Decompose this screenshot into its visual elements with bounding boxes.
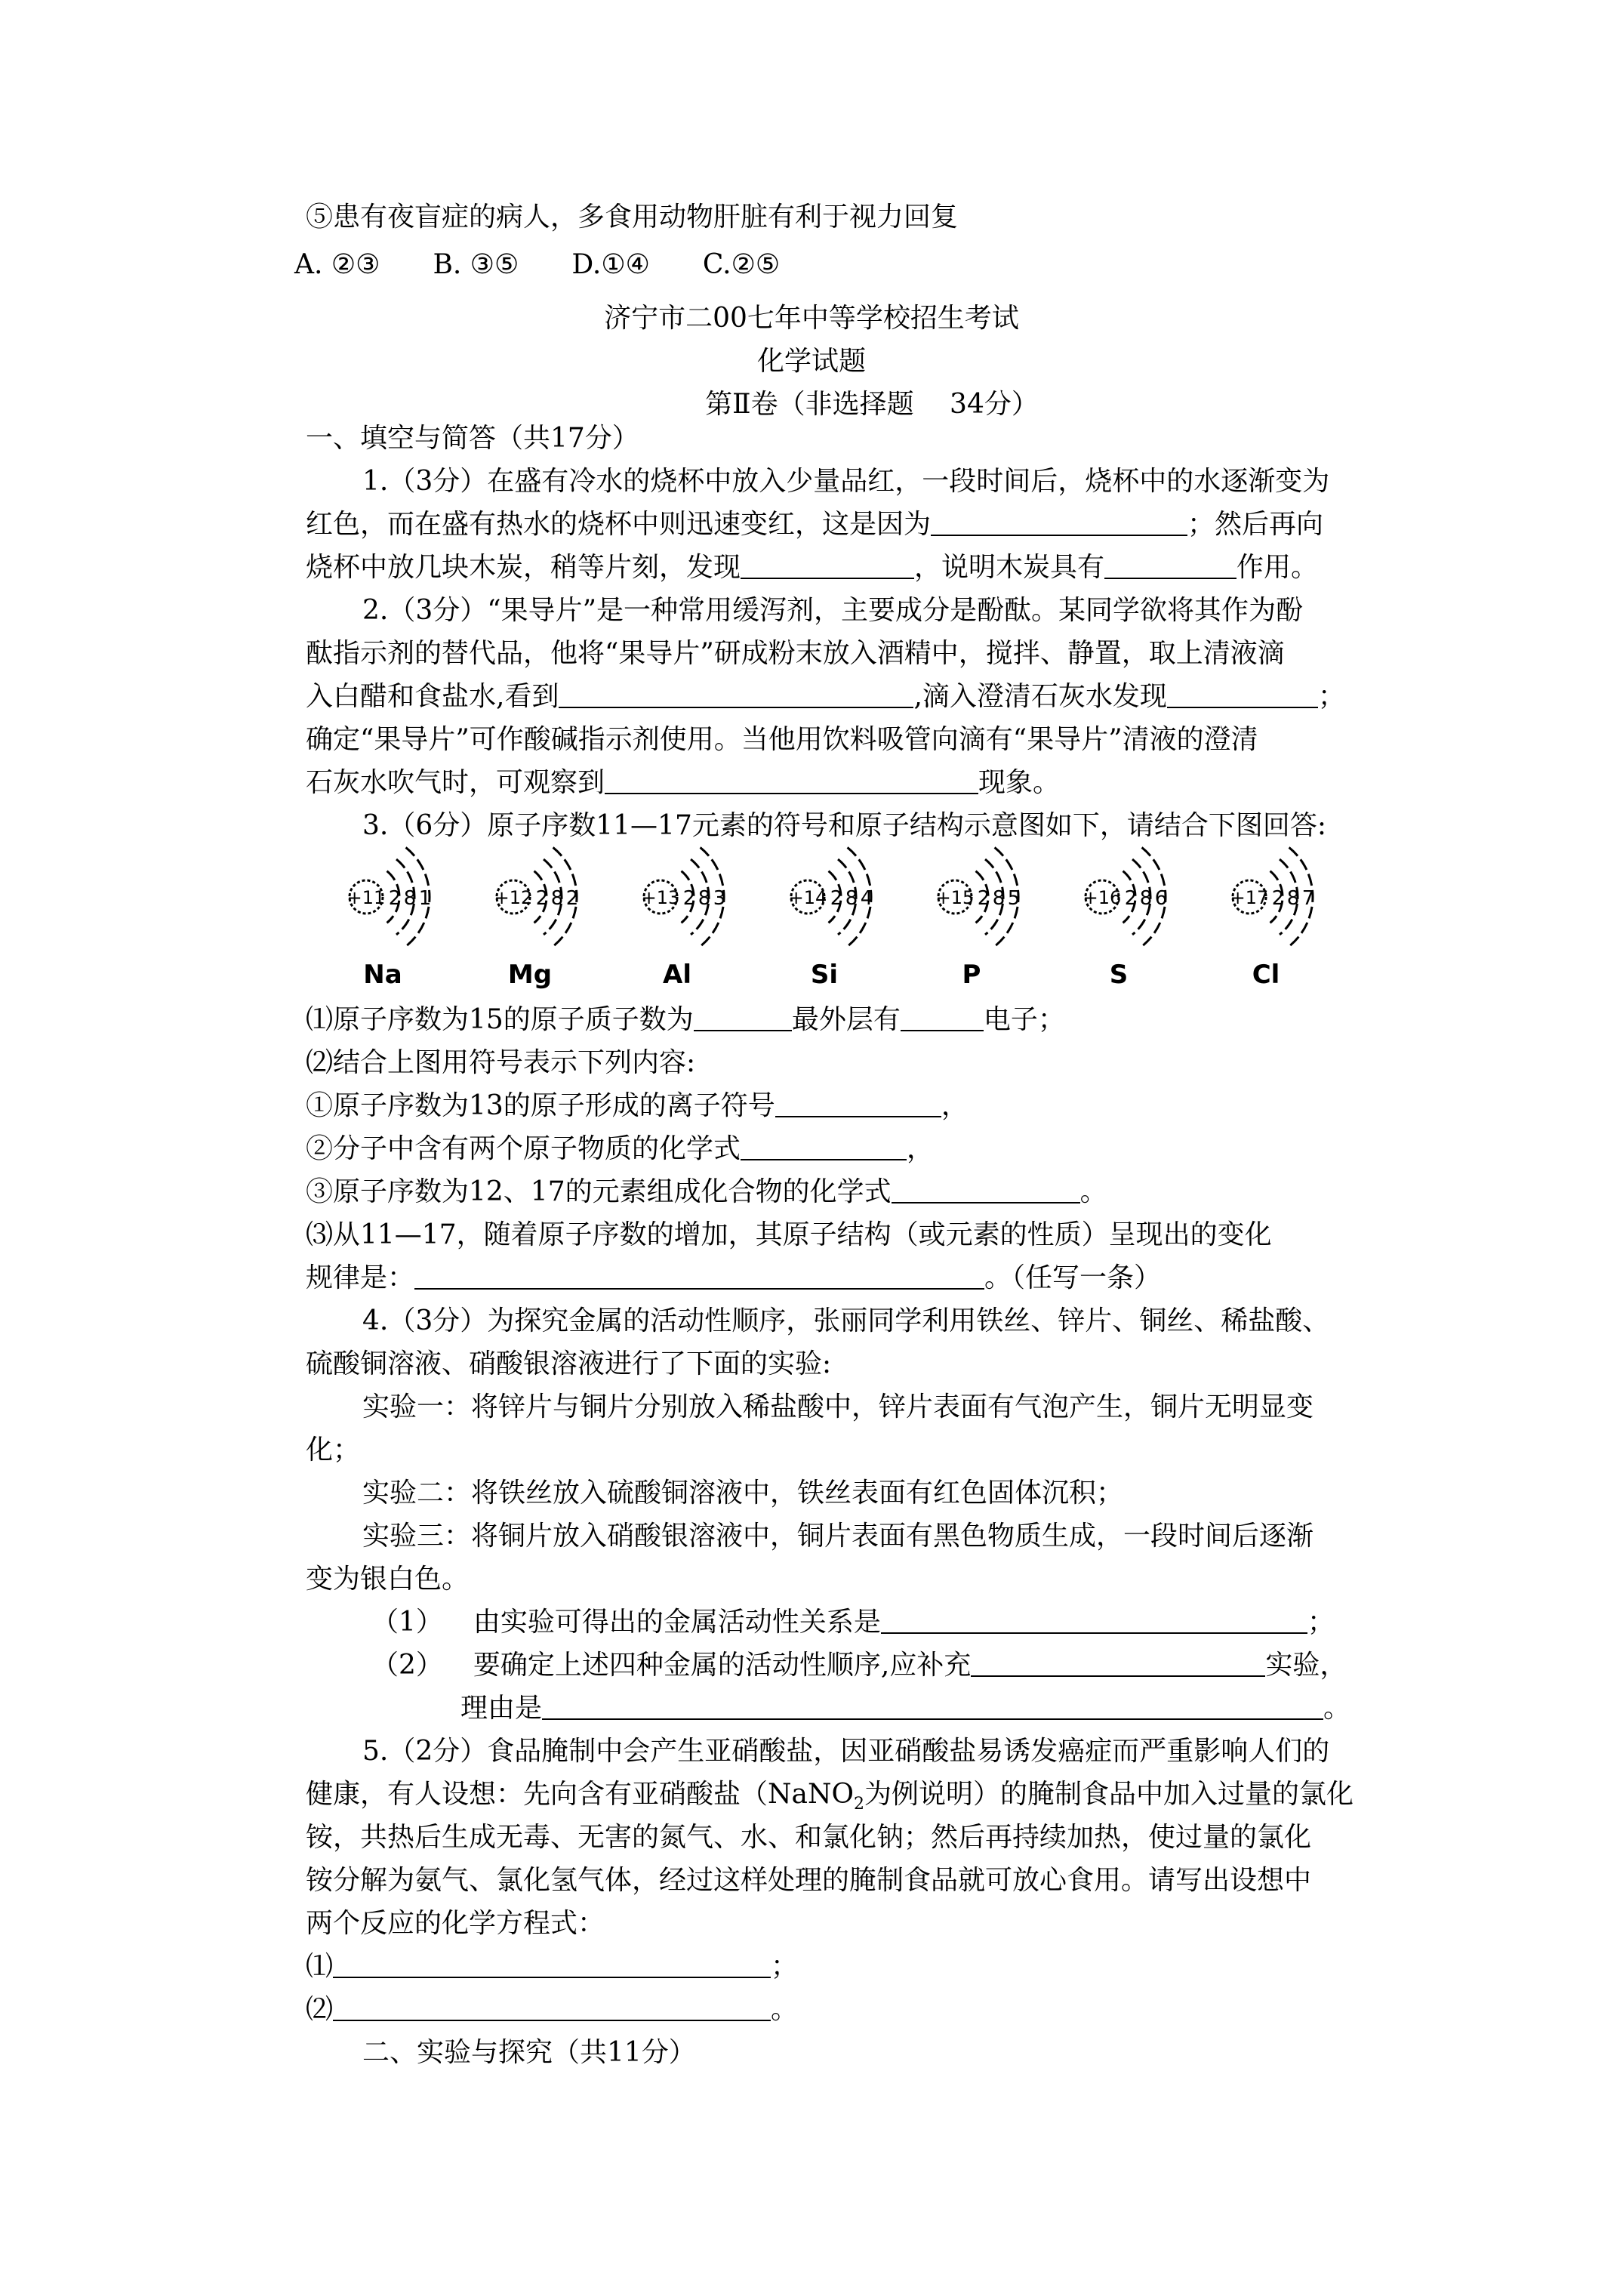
shell-electron-count: 2: [1124, 887, 1138, 910]
answer-blank[interactable]: [881, 1610, 1307, 1634]
q5-line4: 铵分解为氨气、氯化氢气体，经过这样处理的腌制食品就可放心食用。请写出设想中: [306, 1865, 1312, 1896]
q4-subq1: （1） 由实验可得出的金属活动性关系是 ；: [371, 1607, 1335, 1638]
q5-line1: 5.（2分）食品腌制中会产生亚硝酸盐，因亚硝酸盐易诱发癌症而严重影响人们的: [362, 1736, 1330, 1767]
q5-answer1: ⑴ ；: [306, 1951, 799, 1982]
q4-experiment2: 实验二：将铁丝放入硫酸铜溶液中，铁丝表面有红色固体沉积；: [362, 1478, 1124, 1509]
nucleus-charge: +11: [346, 887, 386, 908]
answer-blank[interactable]: [605, 770, 978, 794]
section1-title: 一、填空与简答（共17分）: [306, 423, 639, 454]
atom-p: [936, 847, 1021, 990]
q4-subq2-reason: 理由是 。: [460, 1693, 1351, 1724]
nucleus-charge: +15: [935, 887, 975, 908]
q4-line2: 硫酸铜溶液、硝酸银溶液进行了下面的实验:: [306, 1348, 832, 1379]
answer-blank[interactable]: [1104, 555, 1236, 579]
atom-mg: [494, 847, 579, 990]
q3-part2-2: ②分子中含有两个原子物质的化学式 ，: [306, 1133, 935, 1164]
option-d: D.①④: [571, 249, 650, 280]
element-symbol: Al: [663, 960, 691, 990]
q2-line4: 确定“果导片”可作酸碱指示剂使用。当他用饮料吸管向滴有“果导片”清液的澄清: [306, 724, 1258, 755]
shell-electron-count: 2: [830, 887, 843, 910]
nucleus-charge: +13: [641, 887, 680, 908]
shell-electron-count: 8: [550, 887, 564, 910]
shell-electron-count: 8: [845, 887, 858, 910]
shell-electron-count: 7: [1301, 887, 1315, 910]
q5-line3: 铵，共热后生成无毒、无害的氮气、水、和氯化钠；然后再持续加热，使过量的氯化: [306, 1822, 1312, 1853]
q4-experiment3-cont: 变为银白色。: [306, 1564, 470, 1595]
answer-blank[interactable]: [333, 1954, 771, 1978]
answer-blank[interactable]: [333, 1997, 771, 2021]
q3-part3: ⑶从11—17，随着原子序数的增加，其原子结构（或元素的性质）呈现出的变化: [306, 1219, 1272, 1250]
answer-blank[interactable]: [741, 1136, 907, 1160]
answer-blank[interactable]: [931, 512, 1187, 536]
q1-line1: 1.（3分）在盛有冷水的烧杯中放入少量品红，一段时间后，烧杯中的水逐渐变为: [362, 466, 1330, 497]
q2-line5: 石灰水吹气时，可观察到 现象。: [306, 767, 1061, 798]
shell-electron-count: 8: [403, 887, 417, 910]
answer-blank[interactable]: [775, 1093, 941, 1117]
atom-na: [347, 847, 432, 990]
nucleus-charge: +17: [1230, 887, 1269, 908]
q3-part2: ⑵结合上图用符号表示下列内容:: [306, 1047, 696, 1078]
answer-blank[interactable]: [971, 1653, 1265, 1677]
shell-electron-count: 2: [535, 887, 549, 910]
section2-title: 二、实验与探究（共11分）: [362, 2037, 696, 2068]
nucleus-charge: +16: [1083, 887, 1122, 908]
atom-si: [789, 847, 873, 990]
q1-line3: 烧杯中放几块木炭，稍等片刻，发现 ，说明木炭具有 作用。: [306, 552, 1319, 583]
option-c: C.②⑤: [702, 249, 781, 280]
volume-title: 第Ⅱ卷（非选择题 34分）: [705, 389, 1039, 420]
element-symbol: Na: [363, 960, 402, 990]
shell-electron-count: 2: [1271, 887, 1285, 910]
element-symbol: S: [1109, 960, 1129, 990]
answer-options: [294, 251, 780, 279]
shell-electron-count: 2: [682, 887, 696, 910]
shell-electron-count: 6: [1154, 887, 1168, 910]
shell-electron-count: 8: [698, 887, 711, 910]
shell-electron-count: 8: [1286, 887, 1300, 910]
element-symbol: Si: [810, 960, 839, 990]
answer-blank[interactable]: [741, 555, 914, 579]
q1-line2: 红色，而在盛有热水的烧杯中则迅速变红，这是因为 ；然后再向: [306, 509, 1324, 540]
q4-subq2: （2） 要确定上述四种金属的活动性顺序,应补充 实验，: [371, 1650, 1347, 1681]
answer-blank[interactable]: [542, 1696, 1323, 1720]
q3-part3-line2: 规律是： 。（任写一条）: [306, 1262, 1162, 1293]
q3-part1: ⑴原子序数为15的原子质子数为 最外层有 电子；: [306, 1004, 1065, 1035]
subject-title: 化学试题: [756, 346, 866, 377]
atomic-structure-diagram: [343, 846, 1385, 997]
exam-title: 济宁市二00七年中等学校招生考试: [604, 303, 1019, 334]
q3-part2-1: ①原子序数为13的原子形成的离子符号 ，: [306, 1090, 969, 1121]
shell-electron-count: 8: [1139, 887, 1153, 910]
element-symbol: P: [962, 960, 981, 990]
question-item-5: ⑤患有夜盲症的病人，多食用动物肝脏有利于视力回复: [306, 202, 959, 233]
shell-electron-count: 2: [388, 887, 402, 910]
option-a: A. ②③: [294, 249, 380, 280]
answer-blank[interactable]: [892, 1179, 1080, 1203]
shell-electron-count: 8: [992, 887, 1006, 910]
q4-experiment3: 实验三：将铜片放入硝酸银溶液中，铜片表面有黑色物质生成，一段时间后逐渐: [362, 1521, 1314, 1552]
q4-experiment1-cont: 化；: [306, 1435, 361, 1465]
shell-electron-count: 2: [977, 887, 990, 910]
answer-blank[interactable]: [1167, 684, 1318, 708]
q4-line1: 4.（3分）为探究金属的活动性顺序，张丽同学利用铁丝、锌片、铜丝、稀盐酸、: [362, 1305, 1330, 1336]
shell-electron-count: 4: [860, 887, 873, 910]
nucleus-charge: +12: [494, 887, 533, 908]
option-b: B. ③⑤: [433, 249, 519, 280]
q2-line1: 2.（3分）“果导片”是一种常用缓泻剂，主要成分是酚酞。某同学欲将其作为酚: [362, 595, 1304, 626]
q2-line2: 酞指示剂的替代品，他将“果导片”研成粉末放入酒精中，搅拌、静置，取上清液滴: [306, 638, 1285, 669]
atom-s: [1083, 847, 1168, 990]
q5-line5: 两个反应的化学方程式：: [306, 1908, 605, 1939]
shell-electron-count: 5: [1007, 887, 1021, 910]
atom-al: [642, 847, 726, 990]
element-symbol: Cl: [1252, 960, 1280, 990]
q3-line1: 3.（6分）原子序数11—17元素的符号和原子结构示意图如下，请结合下图回答:: [362, 810, 1326, 841]
answer-blank[interactable]: [901, 1007, 984, 1031]
answer-blank[interactable]: [414, 1265, 984, 1290]
q5-answer2: ⑵ 。: [306, 1994, 799, 2025]
answer-blank[interactable]: [559, 684, 913, 708]
q4-experiment1: 实验一：将锌片与铜片分别放入稀盐酸中，锌片表面有气泡产生，铜片无明显变: [362, 1391, 1314, 1422]
q2-line3: 入白醋和食盐水,看到 ,滴入澄清石灰水发现 ；: [306, 681, 1345, 712]
shell-electron-count: 3: [713, 887, 726, 910]
element-symbol: Mg: [507, 960, 553, 990]
shell-electron-count: 2: [565, 887, 579, 910]
shell-electron-count: 1: [418, 887, 432, 910]
q3-part2-3: ③原子序数为12、17的元素组成化合物的化学式 。: [306, 1176, 1107, 1207]
answer-blank[interactable]: [694, 1007, 792, 1031]
atom-cl: [1230, 847, 1315, 990]
q5-line2: 健康，有人设想：先向含有亚硝酸盐（NaNO$_2$为例说明）的腌制食品中加入过量的氯化: [306, 1779, 1354, 1814]
nucleus-charge: +14: [788, 887, 827, 908]
